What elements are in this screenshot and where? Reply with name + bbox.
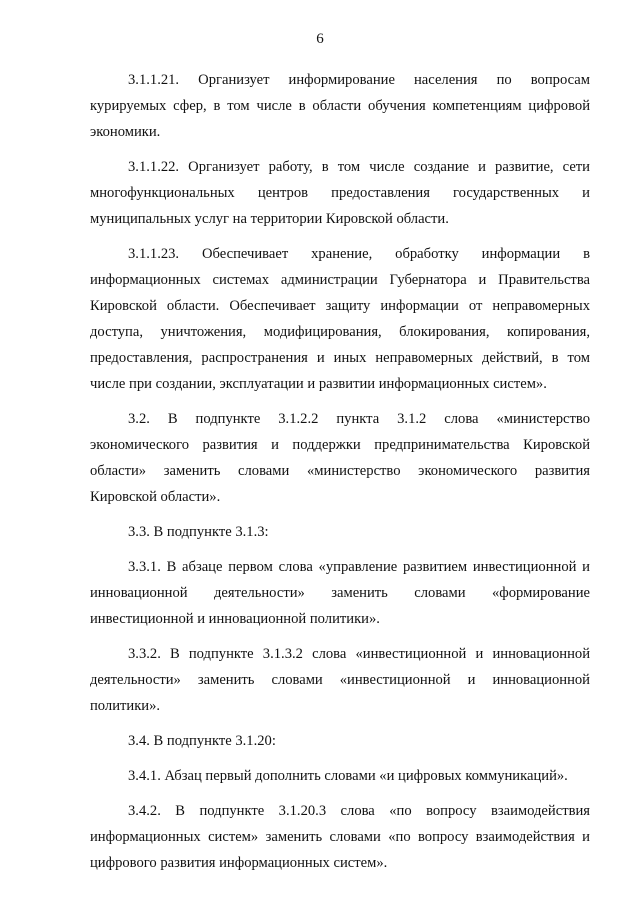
paragraph-3-4-2: 3.4.2. В подпункте 3.1.20.3 слова «по вопросу взаимодействия информационных систем» заменить словами «по вопросу взаимодействия и цифрового развития информационных систем».	[90, 803, 590, 871]
paragraph-3-1-1-23: 3.1.1.23. Обеспечивает хранение, обработку информации в информационных системах администрации Губернатора и Правительства Кировской области. Обеспечивает защиту информации от неправомерных доступа, уничтожения, модифицирования, блокирования, копирования, предоставления, распространения и иных неправомерных действий, в том числе при создании, эксплуатации и развитии информационных систем».	[90, 246, 590, 392]
paragraph-3-3-1: 3.3.1. В абзаце первом слова «управление развитием инвестиционной и инновационной деятельности» заменить словами «формирование инвестиционной и инновационной политики».	[90, 559, 590, 627]
paragraph-3-2: 3.2. В подпункте 3.1.2.2 пункта 3.1.2 слова «министерство экономического развития и поддержки предпринимательства Кировской области» заменить словами «министерство экономического развития Кировской области».	[90, 411, 590, 505]
paragraph-3-1-1-22: 3.1.1.22. Организует работу, в том числе создание и развитие, сети многофункциональных центров предоставления государственных и муниципальных услуг на территории Кировской области.	[90, 159, 590, 227]
paragraph-3-4-1: 3.4.1. Абзац первый дополнить словами «и цифровых коммуникаций».	[128, 768, 568, 784]
page-number: 6	[316, 31, 324, 47]
paragraph-3-3-2: 3.3.2. В подпункте 3.1.3.2 слова «инвестиционной и инновационной деятельности» заменить словами «инвестиционной и инновационной политики».	[90, 646, 590, 714]
paragraph-3-1-1-21: 3.1.1.21. Организует информирование населения по вопросам курируемых сфер, в том числе в области обучения компетенциям цифровой экономики.	[90, 72, 590, 140]
paragraph-3-3: 3.3. В подпункте 3.1.3:	[128, 524, 269, 540]
paragraph-3-4: 3.4. В подпункте 3.1.20:	[128, 733, 276, 749]
document-body	[90, 67, 590, 876]
